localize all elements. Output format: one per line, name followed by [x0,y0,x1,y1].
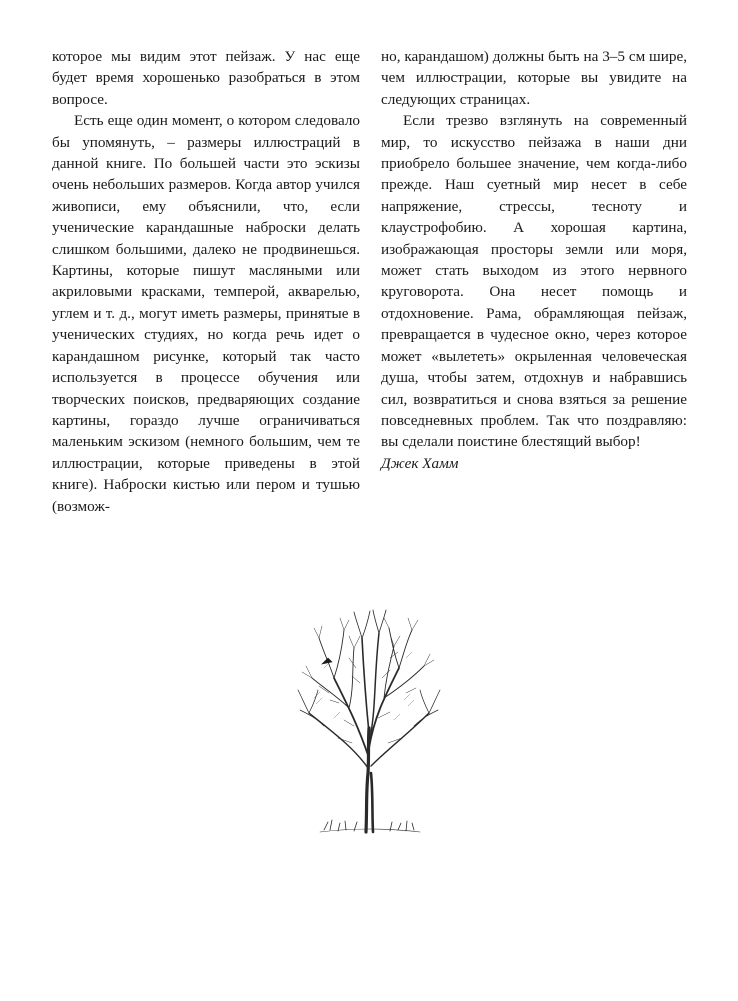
paragraph: Есть еще один момент, о котором следовало бы упомянуть, – размеры иллюстраций в данной книге. По большей части это эскизы очень небольших размеров. Когда автор учился живописи, ему объяснили, что, если ученические карандашные наброски делать слишком большими, далеко не продвинешься. Картины, которые пишут масляными или акриловыми красками, темперой, акварелью, углем и т. д., могут иметь размеры, принятые в ученических студиях, но когда речь идет о карандашном рисунке, который так часто используется в процессе обучения или творческих поисков, предваряющих создание картины, гораздо лучше ограничиваться маленьким эскизом (немного большим, чем те иллюстрации, которые приведены в этой книге). Наброски кистью или пером и тушью (возмож- [52,112,360,515]
bare-tree-sketch-icon [294,608,444,840]
left-text-column [52,46,360,517]
right-text-column [381,46,687,474]
author-signature: Джек Хамм [381,454,459,472]
paragraph: которое мы видим этот пейзаж. У нас еще будет время хорошенько разобраться в этом вопросе. [52,48,360,108]
paragraph: но, карандашом) должны быть на 3–5 см шире, чем иллюстрации, которые вы увидите на следующих страницах. [381,48,687,108]
paragraph: Если трезво взглянуть на современный мир, то искусство пейзажа в наши дни приобрело большее значение, чем когда-либо прежде. Наш суетный мир несет в себе напряжение, стрессы, тесноту и клаустрофобию. А хорошая картина, изображающая просторы земли или моря, может стать выходом из этого нервного круговорота. Она несет помощь и отдохновение. Рама, обрамляющая пейзаж, превращается в чудесное окно, через которое может «вылететь» окрыленная человеческая душа, чтобы затем, отдохнув и набравшись сил, возвратиться и снова взяться за решение повседневных проблем. Так что поздравляю: вы сделали поистине блестящий выбор! [381,112,687,451]
